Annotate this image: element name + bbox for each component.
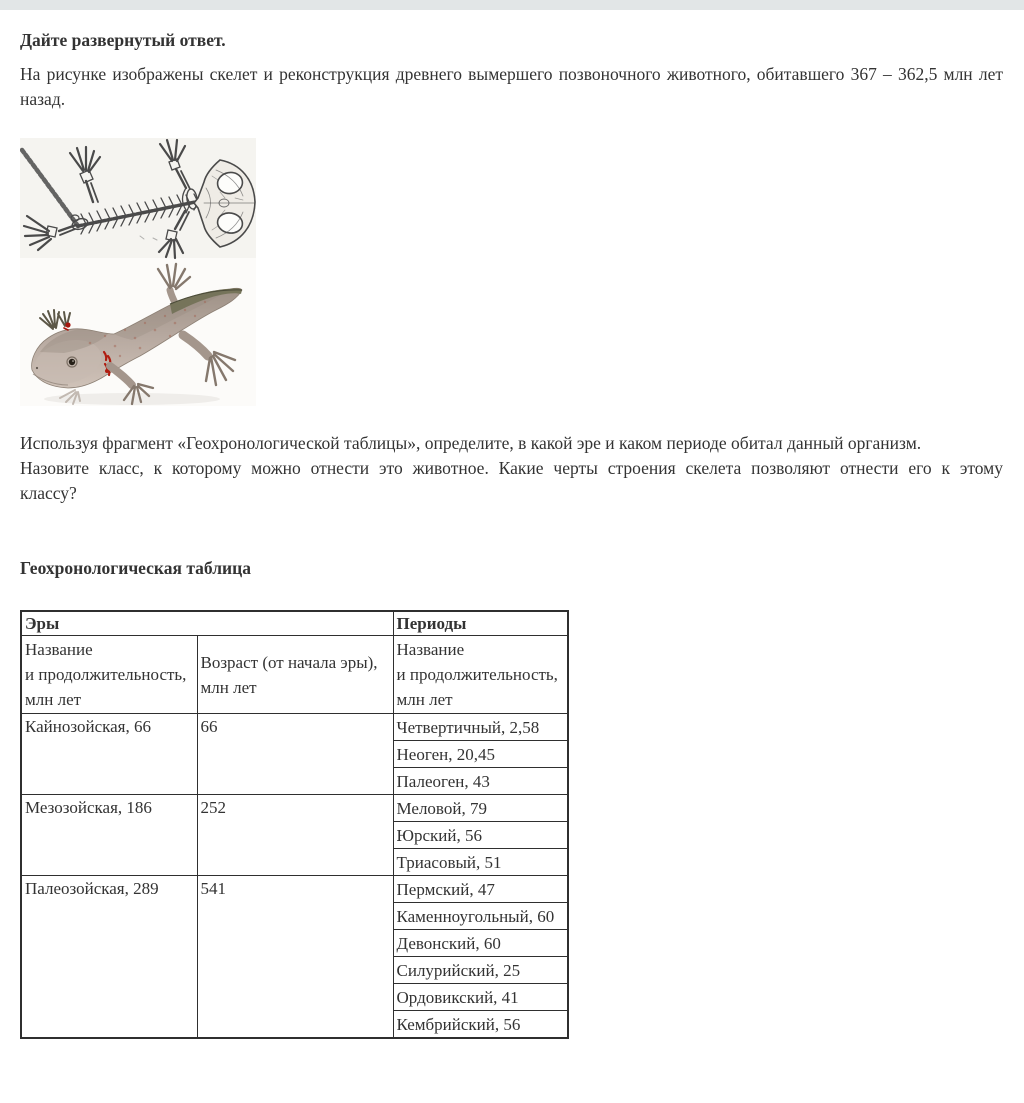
era-name-cell: Кайнозойская, 66 xyxy=(21,714,197,795)
period-cell: Неоген, 20,45 xyxy=(393,741,568,768)
period-cell: Кембрийский, 56 xyxy=(393,1011,568,1039)
era-age-cell: 66 xyxy=(197,714,393,795)
period-cell: Палеоген, 43 xyxy=(393,768,568,795)
era-age-cell: 541 xyxy=(197,876,393,1039)
period-cell: Четвертичный, 2,58 xyxy=(393,714,568,741)
period-cell: Каменноугольный, 60 xyxy=(393,903,568,930)
period-cell: Меловой, 79 xyxy=(393,795,568,822)
intro-line: назад. xyxy=(20,89,66,109)
table-subheader-row xyxy=(21,636,568,714)
period-name-header-cell: Название и продолжительность, млн лет xyxy=(393,636,568,714)
intro-paragraph xyxy=(20,62,1003,112)
period-cell: Юрский, 56 xyxy=(393,822,568,849)
period-cell: Триасовый, 51 xyxy=(393,849,568,876)
task-heading: Дайте развернутый ответ. xyxy=(20,30,226,50)
era-age-cell: 252 xyxy=(197,795,393,876)
eras-header-cell: Эры xyxy=(21,611,393,636)
geochronological-table-wrap xyxy=(20,610,569,1039)
question-line: Используя фрагмент «Геохронологической таблицы», определите, в какой эре и каком периоде обитал данный организм. xyxy=(20,433,922,453)
skeleton-and-reconstruction-image xyxy=(20,138,256,406)
era-name-cell: Мезозойская, 186 xyxy=(21,795,197,876)
intro-line: На рисунке изображены скелет и реконструкция древнего вымершего позвоночного животного, обитавшего 367 – 362,5 млн лет xyxy=(20,64,1003,84)
geochronological-table xyxy=(20,610,569,1039)
era-row xyxy=(21,714,568,741)
question-paragraph xyxy=(20,431,1003,506)
question-line: классу? xyxy=(20,483,77,503)
periods-header-cell: Периоды xyxy=(393,611,568,636)
period-cell: Девонский, 60 xyxy=(393,930,568,957)
table-header-row xyxy=(21,611,568,636)
period-cell: Силурийский, 25 xyxy=(393,957,568,984)
period-cell: Пермский, 47 xyxy=(393,876,568,903)
era-row xyxy=(21,876,568,903)
era-row xyxy=(21,795,568,822)
era-age-header-cell: Возраст (от начала эры), млн лет xyxy=(197,636,393,714)
era-name-cell: Палеозойская, 289 xyxy=(21,876,197,1039)
table-title: Геохронологическая таблица xyxy=(20,558,251,578)
period-cell: Ордовикский, 41 xyxy=(393,984,568,1011)
top-gray-bar xyxy=(0,0,1024,10)
era-name-header-cell: Название и продолжительность, млн лет xyxy=(21,636,197,714)
question-line: Назовите класс, к которому можно отнести это животное. Какие черты строения скелета позволяют отнести его к этому xyxy=(20,458,1003,478)
specimen-figure xyxy=(20,138,256,406)
